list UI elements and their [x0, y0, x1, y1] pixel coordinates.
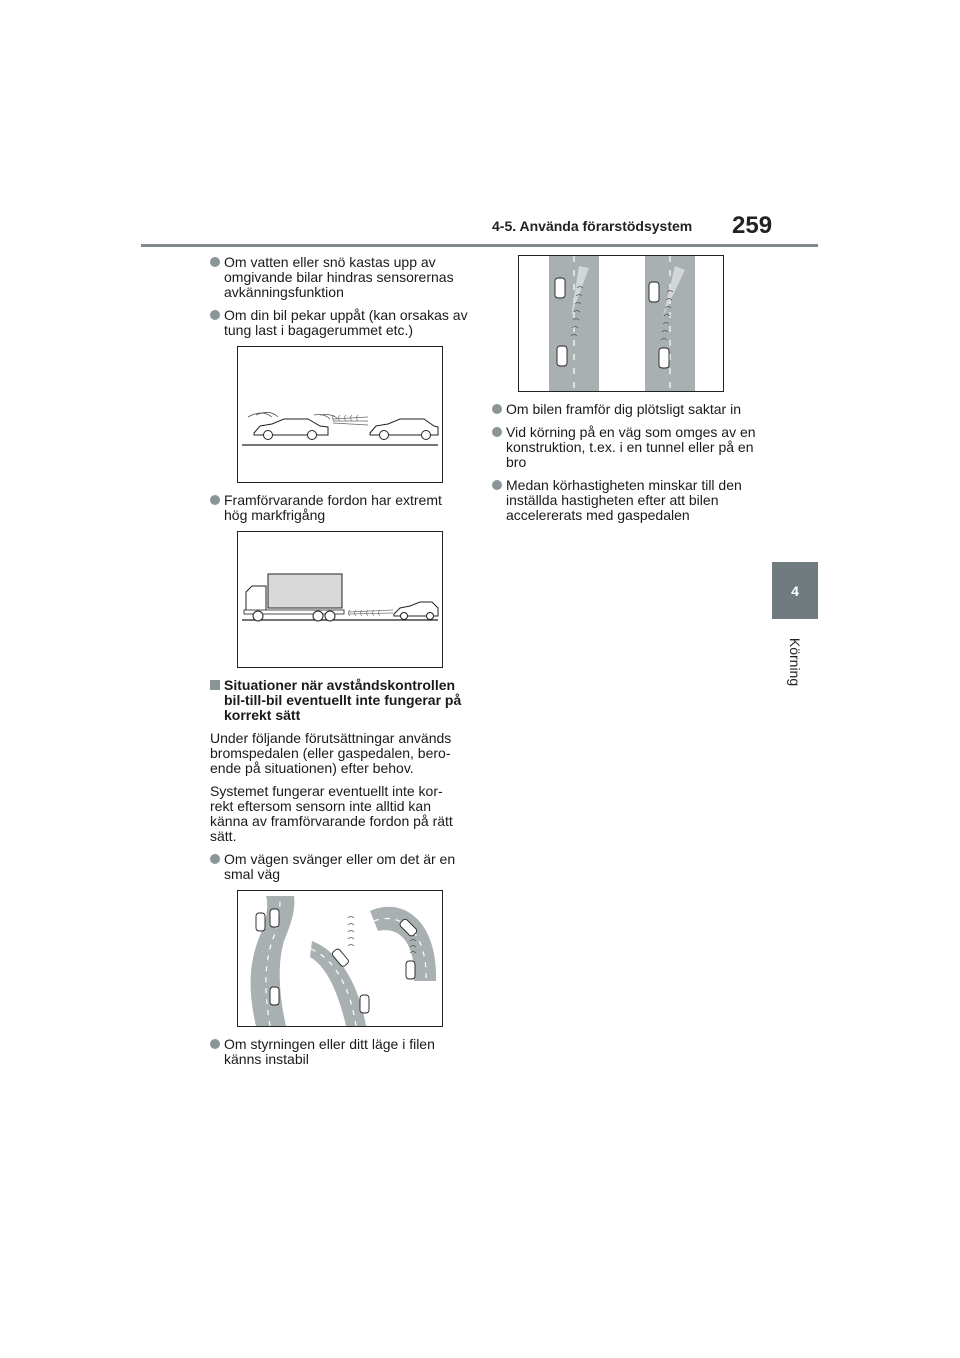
figure-truck-illustration — [237, 531, 443, 668]
figure-spray-illustration — [237, 346, 443, 483]
bullet-icon — [492, 404, 502, 414]
straight-roads-illustration — [519, 256, 723, 391]
list-item: Om bilen framför dig plötsligt saktar in — [492, 402, 762, 417]
list-item: Framförvarande fordon har extremt hög markfrigång — [210, 493, 468, 523]
truck-car-illustration — [238, 532, 442, 667]
chapter-side-label — [770, 632, 820, 692]
spray-cars-illustration — [238, 347, 442, 482]
right-column — [492, 255, 762, 531]
paragraph: Under följande förutsättningar används bromspedalen (eller gaspedalen, bero- ende på situationen) efter behov. — [210, 730, 452, 776]
list-item: Medan körhastigheten minskar till den inställda hastigheten efter att bilen accelererats med gaspedalen — [492, 478, 762, 523]
section-title: 4-5. Använda förarstödsystem — [492, 218, 693, 234]
header-rule — [141, 244, 818, 247]
curved-roads-illustration — [238, 891, 442, 1026]
chapter-number: 4 — [791, 582, 799, 599]
chapter-tab — [772, 562, 818, 619]
list-item: Om din bil pekar uppåt (kan orsakas av tung last i bagagerummet etc.) — [210, 308, 468, 338]
bullet-icon — [210, 495, 220, 505]
left-column — [210, 255, 468, 1075]
bullet-icon — [210, 1039, 220, 1049]
bullet-icon — [210, 854, 220, 864]
list-item: Om styrningen eller ditt läge i filen känns instabil — [210, 1037, 468, 1067]
figure-curved-roads-illustration — [237, 890, 443, 1027]
square-bullet-icon — [210, 680, 220, 690]
list-item: Vid körning på en väg som omges av en konstruktion, t.ex. i en tunnel eller på en bro — [492, 425, 762, 470]
list-item: Om vägen svänger eller om det är en smal väg — [210, 852, 468, 882]
section-subheading: Situationer när avståndskontrollen bil-till-bil eventuellt inte fungerar på korrekt sätt — [210, 678, 468, 723]
paragraph: Systemet fungerar eventuellt inte kor- rekt eftersom sensorn inte alltid kan känna av framförvarande fordon på rätt sätt. — [210, 783, 453, 844]
chapter-title: Körning — [786, 637, 803, 687]
bullet-icon — [210, 310, 220, 320]
figure-straight-roads-illustration — [518, 255, 724, 392]
bullet-icon — [492, 480, 502, 490]
bullet-icon — [210, 257, 220, 267]
page-number: 259 — [732, 212, 773, 239]
list-item: Om vatten eller snö kastas upp av omgivande bilar hindras sensorernas avkänningsfunktion — [210, 255, 468, 300]
bullet-icon — [492, 427, 502, 437]
